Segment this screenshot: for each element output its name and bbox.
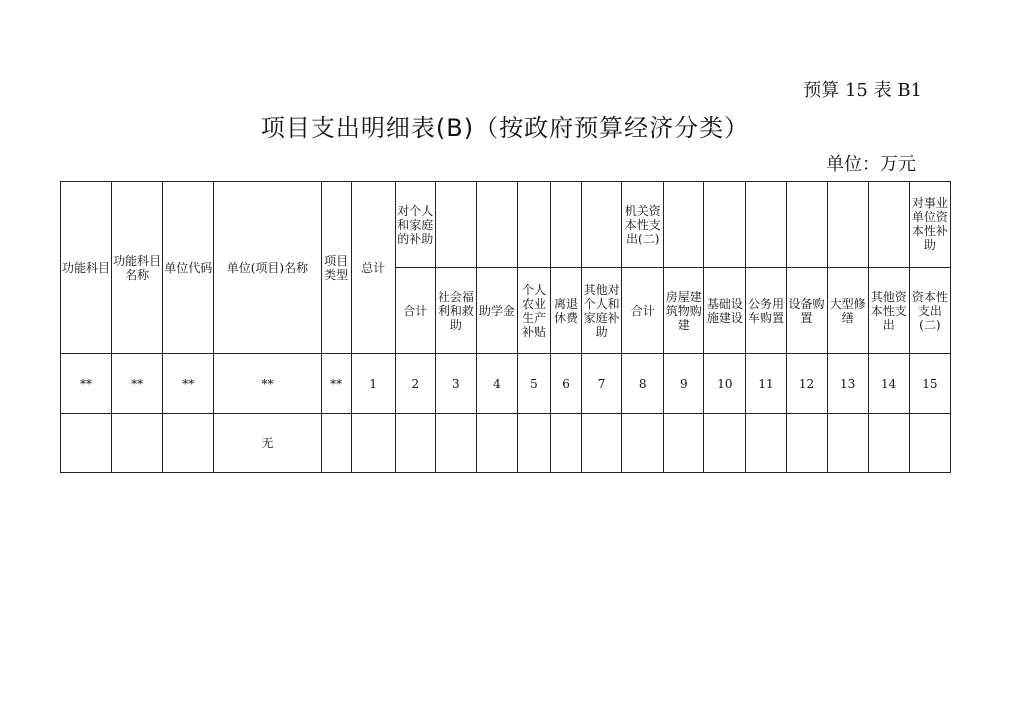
index-cell: ** [61, 354, 112, 414]
sub-header-cell: 其他对个人和家庭补助 [582, 268, 622, 354]
index-cell: ** [112, 354, 163, 414]
sub-header-cell: 基础设施建设 [704, 268, 746, 354]
unit-label: 单位：万元 [826, 154, 916, 175]
data-cell [827, 414, 868, 473]
sub-header-cell: 其他资本性支出 [868, 268, 909, 354]
col-header-function-name: 功能科目名称 [112, 182, 163, 354]
sub-header-cell: 合计 [395, 268, 435, 354]
empty-header-cell [551, 182, 582, 268]
data-cell [435, 414, 476, 473]
data-cell [551, 414, 582, 473]
index-cell: 5 [517, 354, 550, 414]
form-number: 预算 15 表 B1 [803, 80, 922, 101]
data-cell [622, 414, 664, 473]
empty-header-cell [476, 182, 517, 268]
data-cell [476, 414, 517, 473]
index-cell: 3 [435, 354, 476, 414]
data-cell [163, 414, 214, 473]
sub-header-cell: 设备购置 [786, 268, 827, 354]
data-cell [351, 414, 395, 473]
data-cell [746, 414, 786, 473]
data-cell [868, 414, 909, 473]
data-cell [664, 414, 704, 473]
group-header-public-institution-capital: 对事业单位资本性补助 [909, 182, 950, 268]
data-cell [395, 414, 435, 473]
index-cell: ** [214, 354, 321, 414]
index-cell: 1 [351, 354, 395, 414]
data-cell: 无 [214, 414, 321, 473]
index-cell: 15 [909, 354, 950, 414]
index-cell: 11 [746, 354, 786, 414]
index-cell: ** [163, 354, 214, 414]
col-header-function-code: 功能科目 [61, 182, 112, 354]
sub-header-cell: 社会福利和救助 [435, 268, 476, 354]
index-cell: 6 [551, 354, 582, 414]
empty-header-cell [786, 182, 827, 268]
index-cell: 8 [622, 354, 664, 414]
col-header-unit-project-name: 单位(项目)名称 [214, 182, 321, 354]
index-cell: 2 [395, 354, 435, 414]
empty-header-cell [746, 182, 786, 268]
group-header-individual-household: 对个人和家庭的补助 [395, 182, 435, 268]
sub-header-cell: 资本性支出(二) [909, 268, 950, 354]
index-cell: 10 [704, 354, 746, 414]
index-cell: ** [321, 354, 351, 414]
data-cell [112, 414, 163, 473]
sub-header-cell: 房屋建筑物购建 [664, 268, 704, 354]
index-cell: 14 [868, 354, 909, 414]
data-cell [61, 414, 112, 473]
data-cell [786, 414, 827, 473]
data-cell [321, 414, 351, 473]
data-cell [582, 414, 622, 473]
empty-header-cell [582, 182, 622, 268]
sub-header-cell: 合计 [622, 268, 664, 354]
table-row [61, 414, 951, 473]
sub-header-cell: 公务用车购置 [746, 268, 786, 354]
expenditure-table [60, 181, 951, 473]
data-cell [517, 414, 550, 473]
group-header-agency-capital: 机关资本性支出(二) [622, 182, 664, 268]
index-cell: 9 [664, 354, 704, 414]
index-cell: 4 [476, 354, 517, 414]
index-row [61, 354, 951, 414]
empty-header-cell [704, 182, 746, 268]
col-header-unit-code: 单位代码 [163, 182, 214, 354]
sub-header-cell: 离退休费 [551, 268, 582, 354]
empty-header-cell [827, 182, 868, 268]
sub-header-cell: 大型修缮 [827, 268, 868, 354]
sub-header-cell: 个人农业生产补贴 [517, 268, 550, 354]
data-cell [704, 414, 746, 473]
sub-header-cell: 助学金 [476, 268, 517, 354]
index-cell: 7 [582, 354, 622, 414]
index-cell: 13 [827, 354, 868, 414]
empty-header-cell [517, 182, 550, 268]
empty-header-cell [435, 182, 476, 268]
index-cell: 12 [786, 354, 827, 414]
empty-header-cell [868, 182, 909, 268]
col-header-total: 总计 [351, 182, 395, 354]
page-title: 项目支出明细表(B)（按政府预算经济分类） [260, 114, 750, 142]
col-header-project-type: 项目类型 [321, 182, 351, 354]
empty-header-cell [664, 182, 704, 268]
data-cell [909, 414, 950, 473]
